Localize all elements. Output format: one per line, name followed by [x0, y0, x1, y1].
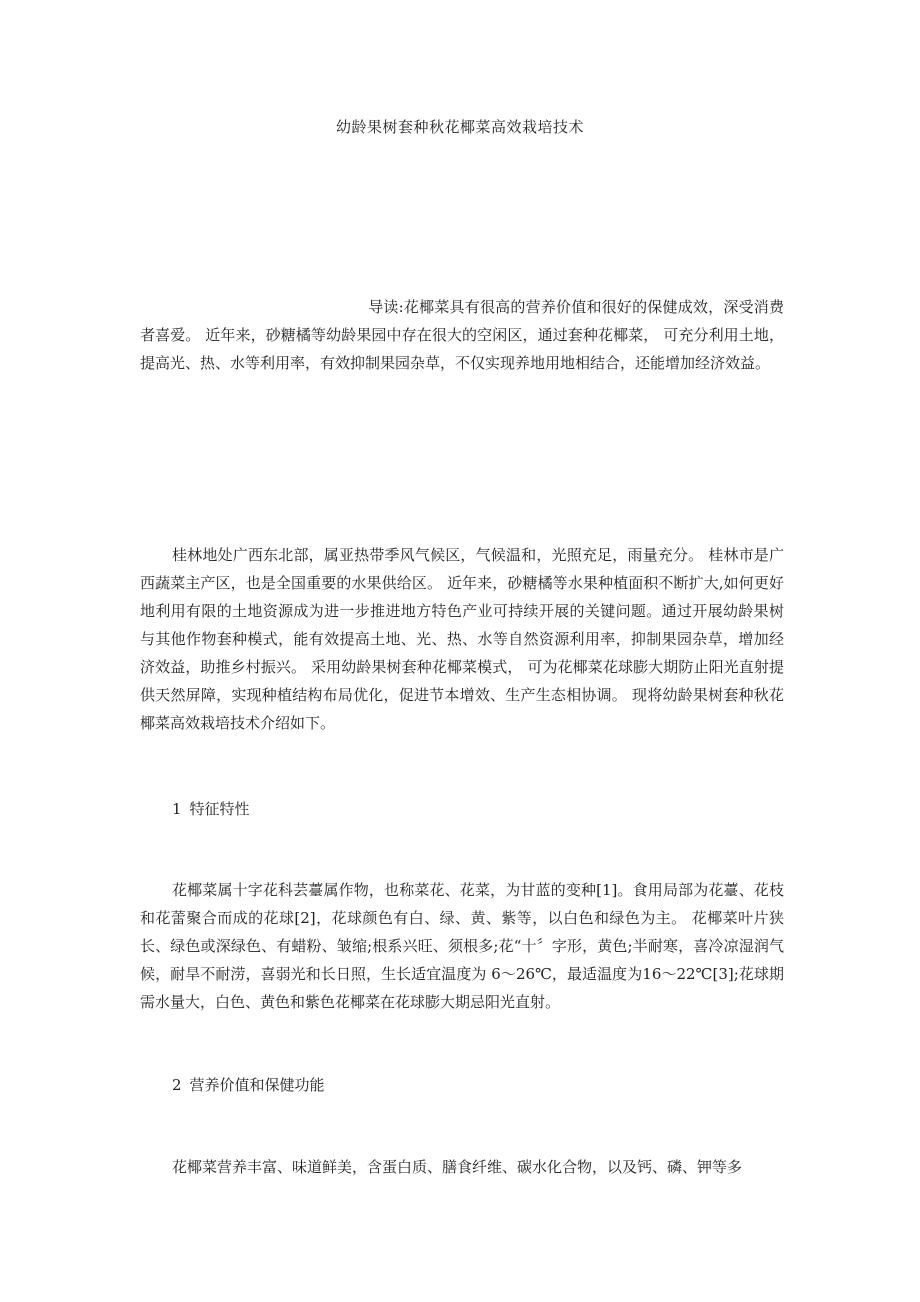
body-paragraph-1: 桂林地处广西东北部，属亚热带季风气候区，气候温和，光照充足，雨量充分。 桂林市是广西蔬菜主产区，也是全国重要的水果供给区。 近年来，砂糖橘等水果种植面积不断扩大,如何更好地利用有限的土地资源成为进一步推进地方特色产业可持续开展的关键问题。通过开展幼龄果树与其他作物套种模式，能有效提高土地、光、热、水等自然资源利用率，抑制果园杂草，增加经济效益，助推乡村振兴。 采用幼龄果树套种花椰菜模式， 可为花椰菜花球膨大期防止阳光直射提供天然屏障，实现种植结构布局优化，促进节本增效、生产生态相协调。 现将幼龄果树套种秋花椰菜高效栽培技术介绍如下。: [140, 546, 784, 732]
intro-text: 花椰菜具有很高的营养价值和很好的保健成效，深受消费者喜爱。 近年来，砂糖橘等幼龄果园中存在很大的空闲区，通过套种花椰菜， 可充分利用土地，提高光、热、水等利用率，有效抑制果园杂草，不仅实现养地用地相结合，还能增加经济效益。: [140, 298, 784, 372]
intro-label: 导读:: [368, 298, 404, 316]
section-title-1: 特征特性: [189, 800, 250, 818]
body-paragraph-3: 花椰菜营养丰富、味道鲜美，含蛋白质、膳食纤维、碳水化合物，以及钙、磷、钾等多: [172, 1158, 743, 1176]
section-heading-2: [172, 1071, 572, 1099]
section-title-2: 营养价值和保健功能: [189, 1076, 325, 1094]
section-number-1: 1: [172, 800, 182, 818]
section-heading-1: [172, 795, 572, 823]
section-number-2: 2: [172, 1076, 182, 1094]
document-title: 幼龄果树套种秋花椰菜高效栽培技术: [335, 118, 584, 136]
body-paragraph-2: 花椰菜属十字花科芸薹属作物，也称菜花、花菜，为甘蓝的变种[1]。食用局部为花薹、花枝和花蕾聚合而成的花球[2]，花球颜色有白、绿、黄、紫等，以白色和绿色为主。 花椰菜叶片狭长、绿色或深绿色、有蜡粉、皱缩;根系兴旺、须根多;花“十〞字形，黄色;半耐寒，喜冷凉湿润气候，耐旱不耐涝，喜弱光和长日照，生长适宜温度为 6～26℃，最适温度为16～22℃[3];花球期需水量大，白色、黄色和紫色花椰菜在花球膨大期忌阳光直射。: [140, 881, 784, 1011]
intro-paragraph: [140, 293, 784, 377]
